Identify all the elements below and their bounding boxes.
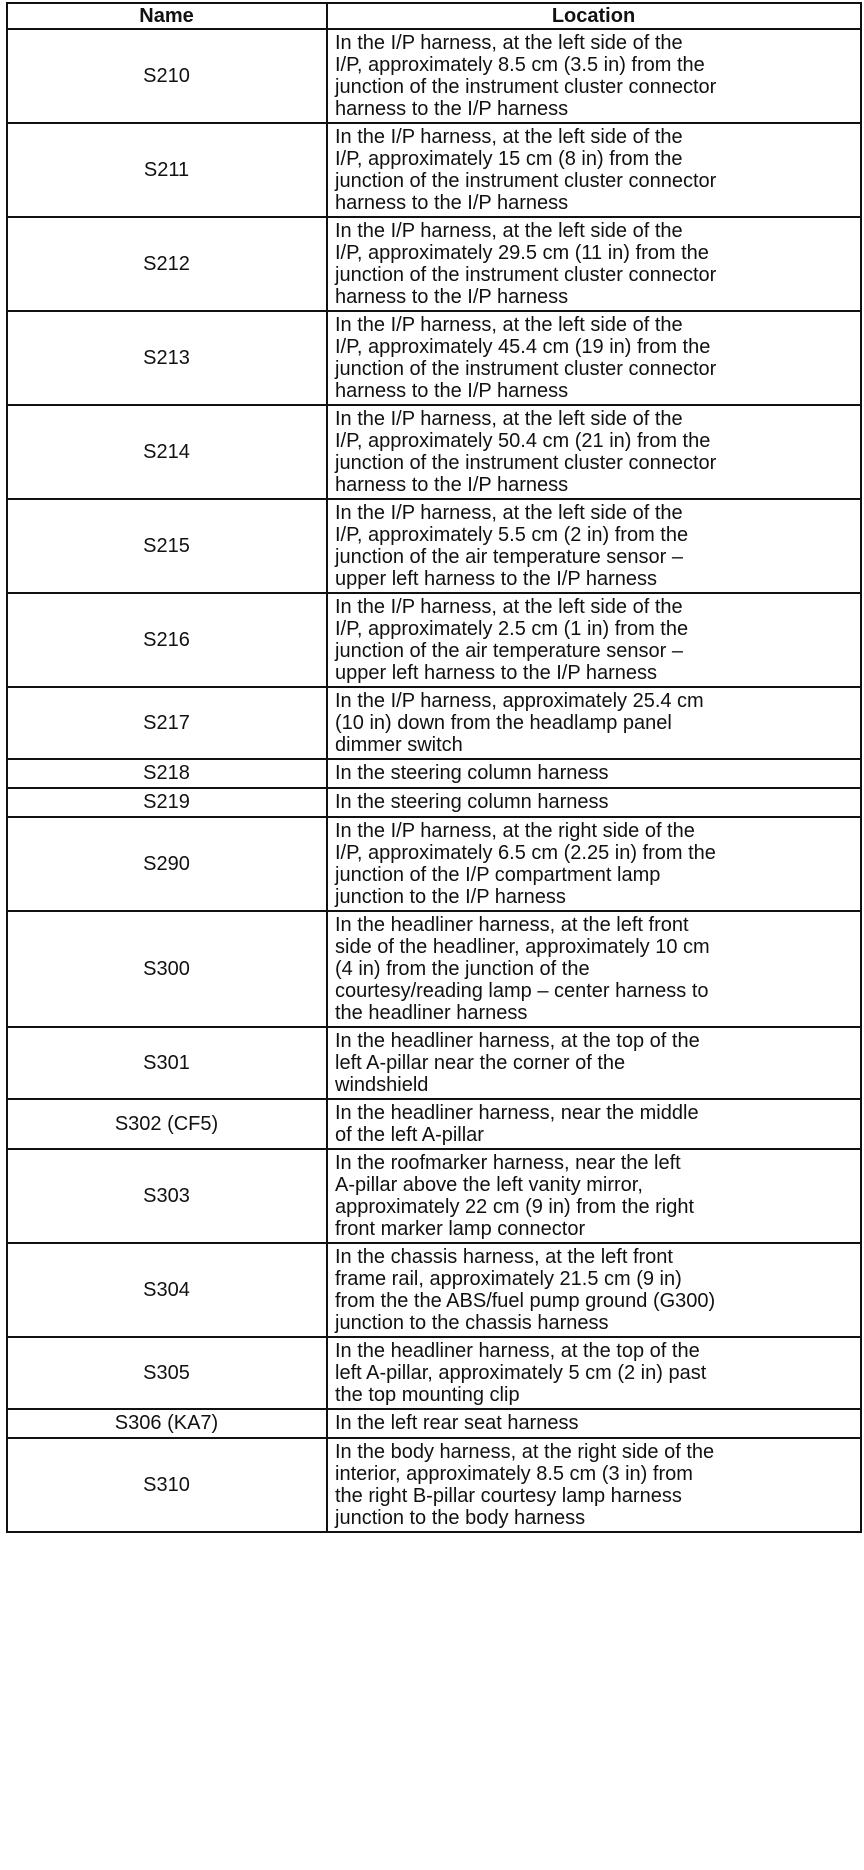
location-line: junction of the instrument cluster connector [335, 358, 717, 380]
table-row [7, 29, 861, 123]
location-line: left A-pillar near the corner of the [335, 1052, 626, 1074]
splice-location-cell [327, 1337, 861, 1409]
splice-location-cell [327, 1243, 861, 1337]
splice-name-cell: S300 [7, 911, 327, 1027]
splice-name-cell: S303 [7, 1149, 327, 1243]
splice-location-cell [327, 1149, 861, 1243]
splice-location-cell [327, 911, 861, 1027]
splice-name-cell: S310 [7, 1438, 327, 1532]
location-line: In the I/P harness, at the left side of the [335, 126, 683, 148]
splice-location-cell [327, 123, 861, 217]
location-line: In the steering column harness [335, 762, 609, 784]
column-header-location: Location [327, 3, 861, 29]
column-header-name: Name [7, 3, 327, 29]
splice-name-cell: S211 [7, 123, 327, 217]
location-line: of the left A-pillar [335, 1124, 484, 1146]
location-line: A-pillar above the left vanity mirror, [335, 1174, 643, 1196]
location-line: frame rail, approximately 21.5 cm (9 in) [335, 1268, 682, 1290]
splice-location-cell [327, 593, 861, 687]
splice-location-cell [327, 405, 861, 499]
splice-name-cell: S219 [7, 788, 327, 817]
splice-name-cell: S305 [7, 1337, 327, 1409]
table-row [7, 817, 861, 911]
location-line: harness to the I/P harness [335, 192, 569, 214]
splice-location-cell [327, 1099, 861, 1149]
location-line: junction of the instrument cluster connector [335, 76, 717, 98]
location-line: approximately 22 cm (9 in) from the right [335, 1196, 695, 1218]
location-line: harness to the I/P harness [335, 98, 569, 120]
location-line: harness to the I/P harness [335, 380, 569, 402]
location-line: In the headliner harness, at the top of the [335, 1030, 700, 1052]
location-line: In the I/P harness, at the left side of the [335, 408, 683, 430]
location-line: In the headliner harness, at the top of the [335, 1340, 700, 1362]
table-row [7, 1099, 861, 1149]
location-line: junction of the instrument cluster connector [335, 452, 717, 474]
location-line: windshield [335, 1074, 429, 1096]
splice-name-cell: S302 (CF5) [7, 1099, 327, 1149]
splice-name-cell: S301 [7, 1027, 327, 1099]
splice-location-cell [327, 759, 861, 788]
splice-name-cell: S210 [7, 29, 327, 123]
table-row [7, 593, 861, 687]
table-row [7, 687, 861, 759]
splice-location-cell [327, 1027, 861, 1099]
location-line: the right B-pillar courtesy lamp harness [335, 1485, 682, 1507]
location-line: harness to the I/P harness [335, 286, 569, 308]
location-line: courtesy/reading lamp – center harness to [335, 980, 709, 1002]
table-row [7, 311, 861, 405]
location-line: side of the headliner, approximately 10 cm [335, 936, 710, 958]
location-line: In the I/P harness, at the left side of the [335, 596, 683, 618]
location-line: I/P, approximately 29.5 cm (11 in) from the [335, 242, 709, 264]
location-line: interior, approximately 8.5 cm (3 in) from [335, 1463, 693, 1485]
splice-location-cell [327, 817, 861, 911]
splice-name-cell: S213 [7, 311, 327, 405]
location-line: (4 in) from the junction of the [335, 958, 590, 980]
location-line: junction to the chassis harness [335, 1312, 609, 1334]
location-line: In the headliner harness, near the middle [335, 1102, 699, 1124]
splice-location-cell [327, 687, 861, 759]
table-row [7, 911, 861, 1027]
location-line: harness to the I/P harness [335, 474, 569, 496]
table-row [7, 1438, 861, 1532]
table-row [7, 759, 861, 788]
location-line: In the steering column harness [335, 791, 609, 813]
location-line: In the body harness, at the right side of the [335, 1441, 715, 1463]
location-line: I/P, approximately 45.4 cm (19 in) from the [335, 336, 711, 358]
location-line: In the roofmarker harness, near the left [335, 1152, 681, 1174]
table-row [7, 217, 861, 311]
splice-location-cell [327, 1438, 861, 1532]
location-line: upper left harness to the I/P harness [335, 662, 658, 684]
splice-name-cell: S212 [7, 217, 327, 311]
table-row [7, 788, 861, 817]
location-line: dimmer switch [335, 734, 463, 756]
location-line: In the I/P harness, at the left side of the [335, 32, 683, 54]
splice-location-document [6, 2, 864, 1533]
location-line: In the I/P harness, at the left side of the [335, 502, 683, 524]
splice-name-cell: S218 [7, 759, 327, 788]
location-line: junction of the I/P compartment lamp [335, 864, 661, 886]
location-line: In the left rear seat harness [335, 1412, 579, 1434]
location-line: In the headliner harness, at the left front [335, 914, 689, 936]
splice-location-cell [327, 788, 861, 817]
location-line: the top mounting clip [335, 1384, 520, 1406]
splice-location-cell [327, 311, 861, 405]
splice-name-cell: S306 (KA7) [7, 1409, 327, 1438]
location-line: junction of the air temperature sensor – [335, 640, 683, 662]
splice-name-cell: S216 [7, 593, 327, 687]
location-line: I/P, approximately 15 cm (8 in) from the [335, 148, 683, 170]
location-line: In the I/P harness, at the left side of the [335, 220, 683, 242]
splice-location-cell [327, 29, 861, 123]
location-line: I/P, approximately 2.5 cm (1 in) from the [335, 618, 689, 640]
splice-location-table [6, 2, 862, 1533]
location-line: upper left harness to the I/P harness [335, 568, 658, 590]
table-body [7, 29, 861, 1532]
splice-name-cell: S304 [7, 1243, 327, 1337]
table-row [7, 499, 861, 593]
table-row [7, 405, 861, 499]
splice-name-cell: S217 [7, 687, 327, 759]
location-line: junction of the instrument cluster connector [335, 170, 717, 192]
location-line: front marker lamp connector [335, 1218, 586, 1240]
table-row [7, 1149, 861, 1243]
table-row [7, 1337, 861, 1409]
splice-location-cell [327, 217, 861, 311]
location-line: In the chassis harness, at the left front [335, 1246, 673, 1268]
splice-name-cell: S214 [7, 405, 327, 499]
table-row [7, 1243, 861, 1337]
location-line: I/P, approximately 5.5 cm (2 in) from the [335, 524, 689, 546]
location-line: In the I/P harness, at the left side of the [335, 314, 683, 336]
location-line: junction of the instrument cluster connector [335, 264, 717, 286]
table-row [7, 1409, 861, 1438]
splice-name-cell: S290 [7, 817, 327, 911]
location-line: I/P, approximately 50.4 cm (21 in) from the [335, 430, 711, 452]
location-line: (10 in) down from the headlamp panel [335, 712, 672, 734]
location-line: I/P, approximately 6.5 cm (2.25 in) from the [335, 842, 716, 864]
header-row [7, 3, 861, 29]
location-line: junction of the air temperature sensor – [335, 546, 683, 568]
location-line: In the I/P harness, at the right side of the [335, 820, 695, 842]
location-line: junction to the I/P harness [335, 886, 566, 908]
location-line: from the the ABS/fuel pump ground (G300) [335, 1290, 716, 1312]
splice-location-cell [327, 1409, 861, 1438]
location-line: the headliner harness [335, 1002, 528, 1024]
location-line: I/P, approximately 8.5 cm (3.5 in) from the [335, 54, 705, 76]
splice-name-cell: S215 [7, 499, 327, 593]
table-row [7, 123, 861, 217]
table-row [7, 1027, 861, 1099]
splice-location-cell [327, 499, 861, 593]
location-line: junction to the body harness [335, 1507, 586, 1529]
location-line: left A-pillar, approximately 5 cm (2 in) past [335, 1362, 707, 1384]
location-line: In the I/P harness, approximately 25.4 cm [335, 690, 704, 712]
